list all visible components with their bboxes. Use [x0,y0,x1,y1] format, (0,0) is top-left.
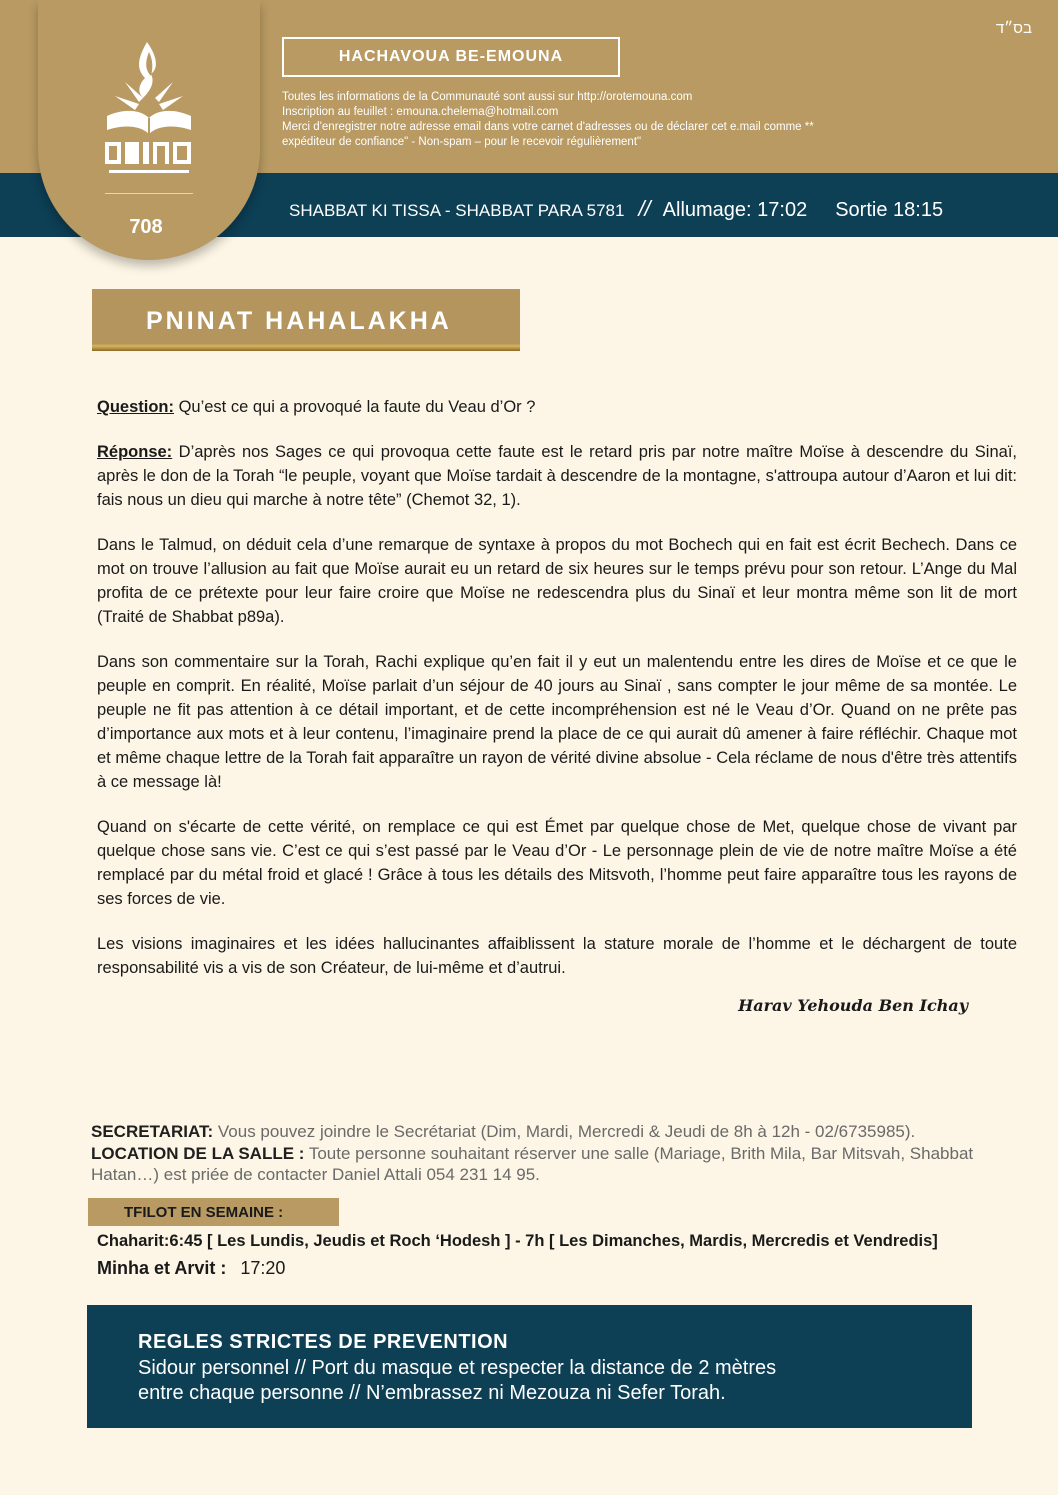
paragraph-rachi: Dans son commentaire sur la Torah, Rachi explique qu’en fait il y eut un malentendu entre les dires de Moïse et ce que le peuple en comprit. En réalité, Moïse parlait d’un séjour de 40 jours au Sinaï , sans compter le jour même de sa montée. Le peuple ne fit pas attention à ce détail important, et de cette incompréhension est né le Veau d’Or. Quand on ne prête pas d’importance aux mots et à leur contenu, l’imaginaire prend la place de ce qui aurait dû amener à faire réfléchir. Chaque mot et même chaque lettre de la Torah fait apparaître un rayon de vérité divine absolue - Cela réclame de nous d'être très attentifs à ce message là! [97,653,1017,791]
sortie-time: Sortie 18:15 [835,199,944,221]
prevention-rules-box [87,1305,972,1428]
rules-line-1: Sidour personnel // Port du masque et respecter la distance de 2 mètres [138,1357,777,1379]
tfilot-banner [88,1198,339,1226]
header-info [282,90,982,150]
paragraph-talmud: Dans le Talmud, on déduit cela d’une remarque de syntaxe à propos du mot Bochech qui en fait est écrit Bechech. Dans ce mot on trouve l’allusion au fait que Moïse aurait eu un retard de six heures sur le temps prévu pour son retour. L’Ange du Mal profita de ce prétexte pour leur faire croire que Moïse ne redescendra plus du Sinaï et leur montra même son lit de mort (Traité de Shabbat p89a). [97,536,1017,626]
rules-title: REGLES STRICTES DE PREVENTION [138,1331,509,1353]
answer-paragraph [97,440,1017,512]
article-body [97,395,1017,1001]
logo-divider [105,193,193,194]
section-title: PNINAT HAHALAKHA [146,307,452,335]
question-paragraph [97,395,1017,419]
info-line: expéditeur de confiance" - Non-spam – pour le recevoir régulièrement" [282,136,642,148]
minha-schedule [97,1258,285,1279]
question-text: Qu’est ce qui a provoqué la faute du Veau d’Or ? [174,398,536,416]
emouna-logo-icon [95,38,203,180]
info-line: Merci d'enregistrer notre adresse email dans votre carnet d'adresses ou de déclarer cet e.mail comme ** [282,121,814,133]
chaharit-schedule: Chaharit:6:45 [ Les Lundis, Jeudis et Roch ‘Hodesh ] - 7h [ Les Dimanches, Mardis, Mercredis et Vendredis] [97,1232,938,1250]
tfilot-title: TFILOT EN SEMAINE : [124,1204,284,1221]
minha-time: 17:20 [240,1258,286,1278]
issue-number: 708 [129,216,163,238]
author-signature: Harav Yehouda Ben Ichay [738,996,968,1015]
allumage-time: Allumage: 17:02 [662,199,808,221]
secretariat-info [91,1121,1031,1186]
info-line: Toutes les informations de la Communauté sont aussi sur http://orotemouna.com [282,91,693,103]
info-line: Inscription au feuillet : emouna.chelema@hotmail.com [282,106,559,118]
answer-text: D’après nos Sages ce qui provoqua cette faute est le retard pris par notre maître Moïse à descendre du Sinaï, après le don de la Torah “le peuple, voyant que Moïse tardait à descendre de la montagne, s'attroupa autour d’Aaron et lui dit: fais nous un dieu qui marche à notre tête” (Chemot 32, 1). [97,443,1017,509]
section-title-banner [92,289,520,351]
secretariat-text: Vous pouvez joindre le Secrétariat (Dim, Mardi, Mercredi & Jeudi de 8h à 12h - 02/6735985). [213,1122,916,1141]
location-text: Toute personne souhaitant réserver une salle (Mariage, Brith Mila, Bar Mitsvah, Shabbat Hatan…) est priée de contacter Daniel Attali 054 231 14 95. [91,1143,974,1184]
question-label: Question: [97,398,174,416]
bsd-mark: בס״ד [995,20,1032,37]
paragraph-visions: Les visions imaginaires et les idées hallucinantes affaiblissent la stature morale de l’homme et le déchargent de toute responsabilité vis a vis de son Créateur, de lui-même et d’autrui. [97,935,1017,977]
answer-label: Réponse: [97,443,173,461]
newsletter-title: HACHAVOUA BE-EMOUNA [282,37,620,77]
paragraph-emet: Quand on s'écarte de cette vérité, on remplace ce qui est Émet par quelque chose de Met, quelque chose de vivant par quelque chose sans vie. C’est ce qui s’est passé par le Veau d’Or - Le personnage plein de vie de notre maître Moïse a été remplacé par du métal froid et glacé ! Grâce à tous les détails des Mitsvoth, l’homme peut faire apparaître tous les rayons de ses forces de vie. [97,818,1017,908]
secretariat-label: SECRETARIAT: [91,1122,214,1141]
rules-line-2: entre chaque personne // N’embrassez ni Mezouza ni Sefer Torah. [138,1382,726,1404]
parasha-name: SHABBAT KI TISSA - SHABBAT PARA 5781 [289,201,625,220]
minha-label: Minha et Arvit : [97,1258,227,1278]
shabbat-bar [289,196,943,222]
nav-separator: // [638,196,651,221]
location-label: LOCATION DE LA SALLE : [91,1143,305,1163]
